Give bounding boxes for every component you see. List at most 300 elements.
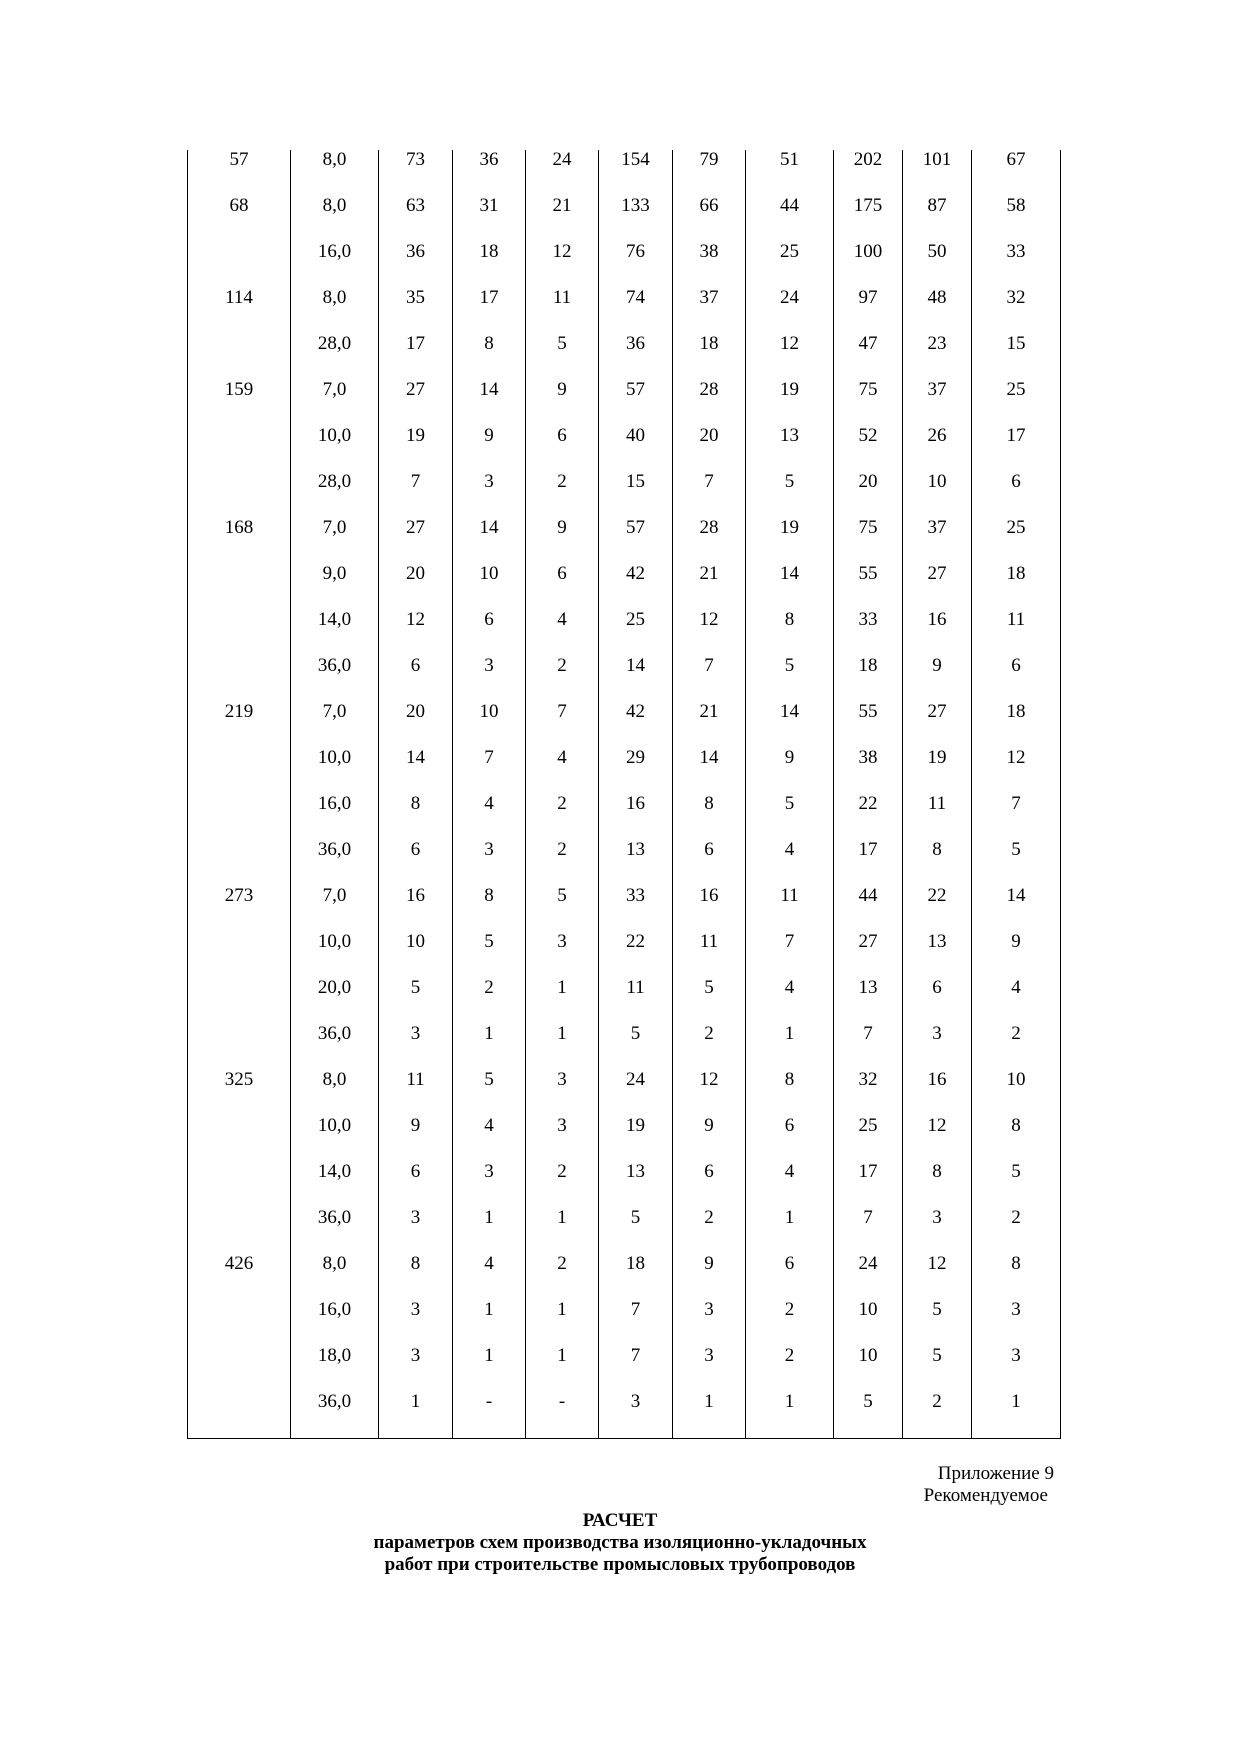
table-cell: 22 xyxy=(903,886,972,932)
table-cell: 175 xyxy=(834,196,903,242)
table-cell: 3 xyxy=(379,1346,453,1392)
table-cell: 4 xyxy=(453,1254,526,1300)
table-cell: 5 xyxy=(526,334,599,380)
table-cell: 2 xyxy=(526,656,599,702)
table-cell: 9,0 xyxy=(291,564,379,610)
table-cell: 36 xyxy=(599,334,673,380)
table-cell: 2 xyxy=(526,1254,599,1300)
table-cell: 4 xyxy=(453,794,526,840)
table-cell: 74 xyxy=(599,288,673,334)
table-cell: 13 xyxy=(599,840,673,886)
table-cell: 33 xyxy=(972,242,1061,288)
table-cell: 101 xyxy=(903,150,972,196)
table-cell: 6 xyxy=(673,1162,746,1208)
table-row xyxy=(188,978,1061,1024)
table-cell xyxy=(188,1116,291,1162)
table-cell: 10 xyxy=(903,472,972,518)
table-cell: 13 xyxy=(599,1162,673,1208)
table-row xyxy=(188,1208,1061,1254)
table-cell: 2 xyxy=(673,1208,746,1254)
table-cell: 9 xyxy=(673,1254,746,1300)
table-cell: 4 xyxy=(746,840,834,886)
table-cell: 18 xyxy=(453,242,526,288)
table-cell: 27 xyxy=(903,702,972,748)
table-cell: 48 xyxy=(903,288,972,334)
table-row xyxy=(188,1346,1061,1392)
table-cell: 11 xyxy=(599,978,673,1024)
table-cell: 24 xyxy=(526,150,599,196)
table-cell: 33 xyxy=(599,886,673,932)
table-cell: 5 xyxy=(453,932,526,978)
table-cell: 3 xyxy=(453,472,526,518)
table-cell: 7,0 xyxy=(291,702,379,748)
table-cell: 50 xyxy=(903,242,972,288)
table-cell: 17 xyxy=(834,1162,903,1208)
table-cell: 7 xyxy=(453,748,526,794)
table-row xyxy=(188,1392,1061,1439)
table-cell: 14 xyxy=(453,518,526,564)
table-cell: 5 xyxy=(453,1070,526,1116)
table-cell xyxy=(188,1162,291,1208)
table-cell: 37 xyxy=(903,380,972,426)
table-cell: 16 xyxy=(903,610,972,656)
table-row xyxy=(188,1300,1061,1346)
table-cell: 27 xyxy=(834,932,903,978)
table-cell: 11 xyxy=(379,1070,453,1116)
appendix-number: Приложение 9 xyxy=(937,1463,1054,1484)
table-cell: 14,0 xyxy=(291,1162,379,1208)
table-cell: 6 xyxy=(453,610,526,656)
table-cell: 75 xyxy=(834,380,903,426)
table-cell: 31 xyxy=(453,196,526,242)
table-cell xyxy=(188,748,291,794)
table-cell: 25 xyxy=(599,610,673,656)
table-cell: 1 xyxy=(453,1024,526,1070)
table-cell: 8 xyxy=(379,794,453,840)
table-cell: 13 xyxy=(746,426,834,472)
table-cell xyxy=(188,1208,291,1254)
table-cell: 55 xyxy=(834,564,903,610)
table-cell: 5 xyxy=(746,656,834,702)
table-row xyxy=(188,840,1061,886)
table-cell: 23 xyxy=(903,334,972,380)
table-cell: 20 xyxy=(673,426,746,472)
table-cell: 8 xyxy=(453,886,526,932)
table-cell: - xyxy=(526,1392,599,1439)
table-cell: 8 xyxy=(903,1162,972,1208)
table-cell: 14 xyxy=(379,748,453,794)
table-cell: 3 xyxy=(453,656,526,702)
table-cell: 18 xyxy=(599,1254,673,1300)
table-cell: 159 xyxy=(188,380,291,426)
table-cell: 2 xyxy=(746,1346,834,1392)
table-cell: 3 xyxy=(972,1300,1061,1346)
table-cell: 12 xyxy=(746,334,834,380)
table-cell: - xyxy=(453,1392,526,1439)
table-cell: 9 xyxy=(526,380,599,426)
table-cell: 1 xyxy=(526,1024,599,1070)
table-cell: 12 xyxy=(903,1254,972,1300)
table-cell: 10 xyxy=(834,1346,903,1392)
table-cell: 114 xyxy=(188,288,291,334)
table-cell: 5 xyxy=(972,1162,1061,1208)
table-cell: 38 xyxy=(673,242,746,288)
table-cell: 63 xyxy=(379,196,453,242)
table-cell: 4 xyxy=(746,1162,834,1208)
table-cell: 11 xyxy=(673,932,746,978)
table-cell: 5 xyxy=(746,472,834,518)
table-cell: 24 xyxy=(746,288,834,334)
table-cell: 1 xyxy=(746,1392,834,1439)
table-cell: 18 xyxy=(972,564,1061,610)
table-cell: 35 xyxy=(379,288,453,334)
table-cell: 57 xyxy=(188,150,291,196)
table-cell xyxy=(188,840,291,886)
table-cell: 27 xyxy=(903,564,972,610)
table-cell: 7,0 xyxy=(291,886,379,932)
table-cell: 7 xyxy=(972,794,1061,840)
table-cell: 4 xyxy=(972,978,1061,1024)
table-cell: 73 xyxy=(379,150,453,196)
table-cell: 19 xyxy=(746,380,834,426)
table-cell: 12 xyxy=(379,610,453,656)
table-cell: 9 xyxy=(379,1116,453,1162)
table-cell xyxy=(188,656,291,702)
table-cell: 25 xyxy=(972,518,1061,564)
table-cell: 6 xyxy=(526,426,599,472)
table-cell: 1 xyxy=(746,1208,834,1254)
table-cell: 32 xyxy=(834,1070,903,1116)
table-cell: 2 xyxy=(746,1300,834,1346)
table-row xyxy=(188,886,1061,932)
table-cell: 15 xyxy=(972,334,1061,380)
table-cell xyxy=(188,1392,291,1439)
table-cell: 75 xyxy=(834,518,903,564)
title-line-2: параметров схем производства изоляционно-укладочных xyxy=(373,1532,867,1553)
table-cell: 168 xyxy=(188,518,291,564)
table-cell: 19 xyxy=(379,426,453,472)
table-row xyxy=(188,288,1061,334)
table-cell: 5 xyxy=(526,886,599,932)
table-cell: 8,0 xyxy=(291,1254,379,1300)
title-line-3: работ при строительстве промысловых трубопроводов xyxy=(384,1554,856,1575)
table-cell: 4 xyxy=(453,1116,526,1162)
table-cell: 6 xyxy=(526,564,599,610)
table-cell: 57 xyxy=(599,518,673,564)
table-cell: 11 xyxy=(746,886,834,932)
table-cell: 9 xyxy=(903,656,972,702)
table-cell xyxy=(188,1346,291,1392)
table-cell: 8,0 xyxy=(291,1070,379,1116)
table-cell: 8 xyxy=(673,794,746,840)
table-cell: 9 xyxy=(673,1116,746,1162)
table-row xyxy=(188,150,1061,196)
table-cell: 1 xyxy=(379,1392,453,1439)
table-cell: 10 xyxy=(453,702,526,748)
table-cell: 55 xyxy=(834,702,903,748)
table-cell: 38 xyxy=(834,748,903,794)
table-cell: 8 xyxy=(453,334,526,380)
table-cell: 7 xyxy=(673,472,746,518)
table-cell: 3 xyxy=(599,1392,673,1439)
table-cell: 1 xyxy=(972,1392,1061,1439)
table-cell: 3 xyxy=(526,1116,599,1162)
table-cell: 28,0 xyxy=(291,334,379,380)
table-cell: 57 xyxy=(599,380,673,426)
table-cell: 37 xyxy=(673,288,746,334)
table-cell: 219 xyxy=(188,702,291,748)
table-cell: 20 xyxy=(379,702,453,748)
table-cell: 11 xyxy=(972,610,1061,656)
table-row xyxy=(188,932,1061,978)
table-cell: 18 xyxy=(673,334,746,380)
table-cell: 17 xyxy=(453,288,526,334)
table-cell: 29 xyxy=(599,748,673,794)
table-cell: 66 xyxy=(673,196,746,242)
table-cell: 27 xyxy=(379,380,453,426)
table-cell: 19 xyxy=(903,748,972,794)
table-row xyxy=(188,1162,1061,1208)
table-cell: 21 xyxy=(673,564,746,610)
data-table-container xyxy=(187,150,1060,1439)
section-title xyxy=(0,1510,1240,1576)
table-cell: 17 xyxy=(834,840,903,886)
table-cell: 8,0 xyxy=(291,196,379,242)
table-cell: 9 xyxy=(972,932,1061,978)
table-cell: 6 xyxy=(972,472,1061,518)
table-cell: 12 xyxy=(673,1070,746,1116)
table-cell: 2 xyxy=(453,978,526,1024)
table-cell: 9 xyxy=(453,426,526,472)
table-cell: 6 xyxy=(379,1162,453,1208)
table-cell: 19 xyxy=(599,1116,673,1162)
table-cell: 16 xyxy=(903,1070,972,1116)
table-row xyxy=(188,702,1061,748)
table-cell: 5 xyxy=(599,1024,673,1070)
table-cell: 3 xyxy=(972,1346,1061,1392)
table-cell: 36 xyxy=(379,242,453,288)
table-cell: 3 xyxy=(673,1300,746,1346)
table-cell: 40 xyxy=(599,426,673,472)
table-cell: 11 xyxy=(526,288,599,334)
table-cell: 36,0 xyxy=(291,1024,379,1070)
table-body xyxy=(188,150,1061,1439)
table-cell: 10 xyxy=(972,1070,1061,1116)
table-row xyxy=(188,426,1061,472)
table-cell: 16,0 xyxy=(291,794,379,840)
table-cell xyxy=(188,932,291,978)
table-cell: 37 xyxy=(903,518,972,564)
table-cell: 1 xyxy=(526,978,599,1024)
table-row xyxy=(188,242,1061,288)
table-row xyxy=(188,334,1061,380)
table-cell: 5 xyxy=(834,1392,903,1439)
table-cell: 5 xyxy=(903,1300,972,1346)
table-cell: 24 xyxy=(599,1070,673,1116)
table-cell: 14 xyxy=(746,702,834,748)
table-cell: 4 xyxy=(526,748,599,794)
table-row xyxy=(188,1116,1061,1162)
table-cell: 21 xyxy=(526,196,599,242)
table-cell: 58 xyxy=(972,196,1061,242)
table-cell: 7,0 xyxy=(291,380,379,426)
table-cell: 8 xyxy=(379,1254,453,1300)
table-cell: 5 xyxy=(599,1208,673,1254)
table-cell: 28 xyxy=(673,518,746,564)
table-cell: 1 xyxy=(526,1300,599,1346)
table-cell: 8,0 xyxy=(291,150,379,196)
table-cell xyxy=(188,426,291,472)
table-cell: 16,0 xyxy=(291,1300,379,1346)
table-cell: 1 xyxy=(453,1208,526,1254)
table-cell: 14 xyxy=(673,748,746,794)
table-cell: 6 xyxy=(972,656,1061,702)
table-row xyxy=(188,380,1061,426)
table-cell: 8 xyxy=(746,610,834,656)
data-table xyxy=(187,150,1061,1439)
table-cell: 1 xyxy=(453,1300,526,1346)
table-cell: 25 xyxy=(834,1116,903,1162)
table-cell: 5 xyxy=(903,1346,972,1392)
table-cell: 19 xyxy=(746,518,834,564)
table-cell: 3 xyxy=(673,1346,746,1392)
table-row xyxy=(188,1254,1061,1300)
table-cell: 8 xyxy=(972,1116,1061,1162)
table-cell: 5 xyxy=(673,978,746,1024)
table-cell: 10,0 xyxy=(291,426,379,472)
table-cell: 1 xyxy=(453,1346,526,1392)
table-cell: 15 xyxy=(599,472,673,518)
table-cell: 67 xyxy=(972,150,1061,196)
table-cell: 2 xyxy=(673,1024,746,1070)
table-cell: 3 xyxy=(453,840,526,886)
table-cell: 68 xyxy=(188,196,291,242)
table-cell: 16 xyxy=(379,886,453,932)
table-cell: 18 xyxy=(972,702,1061,748)
table-cell: 7 xyxy=(834,1208,903,1254)
table-cell: 25 xyxy=(746,242,834,288)
table-cell xyxy=(188,794,291,840)
table-cell: 10 xyxy=(453,564,526,610)
table-cell xyxy=(188,1300,291,1346)
table-cell: 100 xyxy=(834,242,903,288)
table-cell: 3 xyxy=(379,1300,453,1346)
table-cell: 14,0 xyxy=(291,610,379,656)
table-cell: 7 xyxy=(526,702,599,748)
table-cell: 16 xyxy=(673,886,746,932)
table-cell: 4 xyxy=(526,610,599,656)
table-row xyxy=(188,196,1061,242)
table-cell: 9 xyxy=(746,748,834,794)
table-cell: 25 xyxy=(972,380,1061,426)
table-cell: 32 xyxy=(972,288,1061,334)
table-cell: 133 xyxy=(599,196,673,242)
table-row xyxy=(188,564,1061,610)
table-cell: 7 xyxy=(599,1346,673,1392)
table-cell: 36,0 xyxy=(291,1208,379,1254)
table-cell: 28,0 xyxy=(291,472,379,518)
table-cell xyxy=(188,1024,291,1070)
table-cell: 2 xyxy=(903,1392,972,1439)
table-cell: 20 xyxy=(379,564,453,610)
table-cell: 12 xyxy=(903,1116,972,1162)
table-cell: 79 xyxy=(673,150,746,196)
table-cell: 6 xyxy=(673,840,746,886)
table-cell: 22 xyxy=(834,794,903,840)
table-cell: 7 xyxy=(599,1300,673,1346)
table-cell: 12 xyxy=(673,610,746,656)
table-cell: 5 xyxy=(379,978,453,1024)
table-cell: 18 xyxy=(834,656,903,702)
table-cell xyxy=(188,472,291,518)
table-row xyxy=(188,610,1061,656)
table-cell: 5 xyxy=(972,840,1061,886)
table-cell: 52 xyxy=(834,426,903,472)
table-cell: 2 xyxy=(972,1208,1061,1254)
table-cell: 202 xyxy=(834,150,903,196)
table-cell: 7 xyxy=(379,472,453,518)
table-cell: 51 xyxy=(746,150,834,196)
table-cell: 14 xyxy=(453,380,526,426)
table-cell: 97 xyxy=(834,288,903,334)
table-cell: 33 xyxy=(834,610,903,656)
table-cell: 8,0 xyxy=(291,288,379,334)
table-cell: 7 xyxy=(834,1024,903,1070)
table-cell: 16 xyxy=(599,794,673,840)
table-cell: 8 xyxy=(903,840,972,886)
table-cell: 13 xyxy=(834,978,903,1024)
table-row xyxy=(188,1024,1061,1070)
table-cell xyxy=(188,610,291,656)
table-cell: 1 xyxy=(526,1208,599,1254)
table-cell: 22 xyxy=(599,932,673,978)
table-cell: 3 xyxy=(903,1024,972,1070)
table-cell: 17 xyxy=(972,426,1061,472)
table-cell: 10 xyxy=(379,932,453,978)
table-cell: 7 xyxy=(673,656,746,702)
table-cell: 10 xyxy=(834,1300,903,1346)
table-cell: 17 xyxy=(379,334,453,380)
table-cell: 11 xyxy=(903,794,972,840)
table-cell: 10,0 xyxy=(291,748,379,794)
table-cell: 325 xyxy=(188,1070,291,1116)
table-cell: 6 xyxy=(379,840,453,886)
table-cell xyxy=(188,978,291,1024)
table-cell: 2 xyxy=(526,472,599,518)
table-cell: 3 xyxy=(526,932,599,978)
table-row xyxy=(188,748,1061,794)
table-cell: 6 xyxy=(746,1254,834,1300)
table-cell: 36,0 xyxy=(291,656,379,702)
table-cell: 26 xyxy=(903,426,972,472)
table-cell: 10,0 xyxy=(291,1116,379,1162)
table-cell: 12 xyxy=(972,748,1061,794)
table-cell: 6 xyxy=(903,978,972,1024)
table-cell: 12 xyxy=(526,242,599,288)
table-cell: 2 xyxy=(972,1024,1061,1070)
table-cell: 10,0 xyxy=(291,932,379,978)
table-cell: 18,0 xyxy=(291,1346,379,1392)
table-cell: 44 xyxy=(746,196,834,242)
table-cell: 42 xyxy=(599,564,673,610)
table-cell: 7,0 xyxy=(291,518,379,564)
table-cell: 273 xyxy=(188,886,291,932)
table-cell: 44 xyxy=(834,886,903,932)
table-cell: 1 xyxy=(746,1024,834,1070)
table-cell: 3 xyxy=(379,1208,453,1254)
table-cell: 8 xyxy=(972,1254,1061,1300)
table-cell: 14 xyxy=(599,656,673,702)
